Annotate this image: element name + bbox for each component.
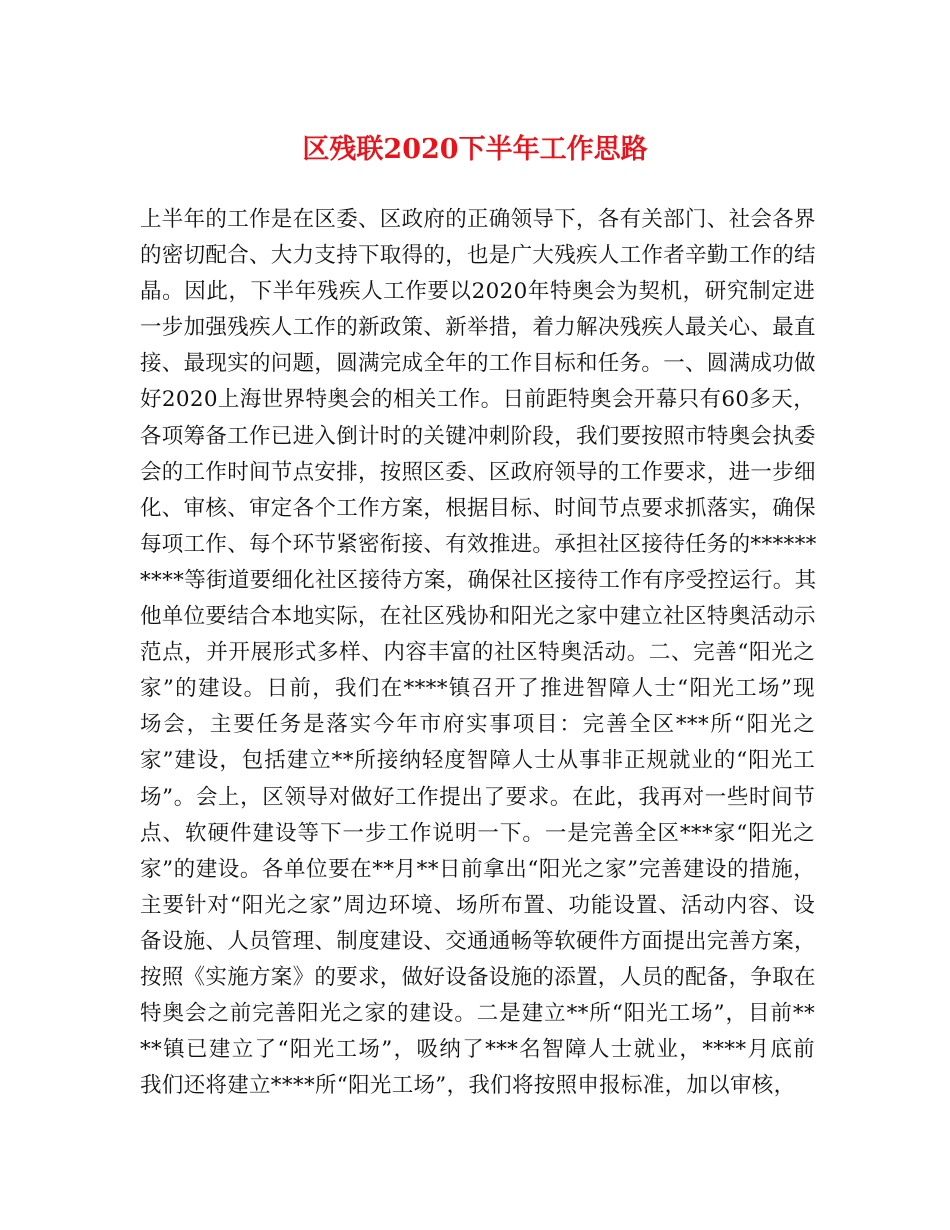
body-line: 家”建设，包括建立**所接纳轻度智障人士从事非正规就业的“阳光工 xyxy=(140,748,815,774)
body-line: 备设施、人员管理、制度建设、交通通畅等软硬件方面提出完善方案， xyxy=(140,928,816,954)
body-line: 上半年的工作是在区委、区政府的正确领导下，各有关部门、社会各界 xyxy=(140,207,816,232)
body-line: 好2020上海世界特奥会的相关工作。日前距特奥会开幕只有60多天， xyxy=(140,387,815,413)
body-line: 会的工作时间节点安排，按照区委、区政府领导的工作要求，进一步细 xyxy=(140,459,816,485)
body-line: 接、最现实的问题，圆满完成全年的工作目标和任务。一、圆满成功做 xyxy=(140,351,816,377)
body-line: 按照《实施方案》的要求，做好设备设施的添置，人员的配备，争取在 xyxy=(140,964,816,990)
body-line: 他单位要结合本地实际，在社区残协和阳光之家中建立社区特奥活动示 xyxy=(140,604,816,630)
body-line: 每项工作、每个环节紧密衔接、有效推进。承担社区接待任务的****** xyxy=(140,531,817,557)
body-line: 晶。因此，下半年残疾人工作要以2020年特奥会为契机，研究制定进 xyxy=(140,279,815,305)
document-title: 区残联2020下半年工作思路 xyxy=(302,134,648,165)
body-line: 我们还将建立****所“阳光工场”，我们将按照申报标准，加以审核， xyxy=(140,1073,796,1099)
body-line: **镇已建立了“阳光工场”，吸纳了***名智障人士就业，****月底前 xyxy=(140,1037,815,1063)
body-line: 一步加强残疾人工作的新政策、新举措，着力解决残疾人最关心、最直 xyxy=(140,315,816,341)
body-line: 的密切配合、大力支持下取得的，也是广大残疾人工作者辛勤工作的结 xyxy=(140,243,816,269)
body-line: 家”的建设。日前，我们在****镇召开了推进智障人士“阳光工场”现 xyxy=(140,676,815,702)
body-line: 化、审核、审定各个工作方案，根据目标、时间节点要求抓落实，确保 xyxy=(140,495,816,521)
body-line: 点、软硬件建设等下一步工作说明一下。一是完善全区***家“阳光之 xyxy=(140,820,815,846)
body-line: 各项筹备工作已进入倒计时的关键冲刺阶段，我们要按照市特奥会执委 xyxy=(140,423,816,449)
body-line: ****等街道要细化社区接待方案，确保社区接待工作有序受控运行。其 xyxy=(140,567,817,593)
document-body xyxy=(140,202,815,1104)
body-line: 主要针对“阳光之家”周边环境、场所布置、功能设置、活动内容、设 xyxy=(140,892,815,918)
body-line: 范点，并开展形式多样、内容丰富的社区特奥活动。二、完善“阳光之 xyxy=(140,640,815,666)
body-line: 场”。会上，区领导对做好工作提出了要求。在此，我再对一些时间节 xyxy=(140,784,815,810)
body-line: 特奥会之前完善阳光之家的建设。二是建立**所“阳光工场”，目前** xyxy=(140,1001,815,1027)
body-line: 家”的建设。各单位要在**月**日前拿出“阳光之家”完善建设的措施， xyxy=(140,856,815,882)
body-line: 场会，主要任务是落实今年市府实事项目：完善全区***所“阳光之 xyxy=(140,712,815,738)
